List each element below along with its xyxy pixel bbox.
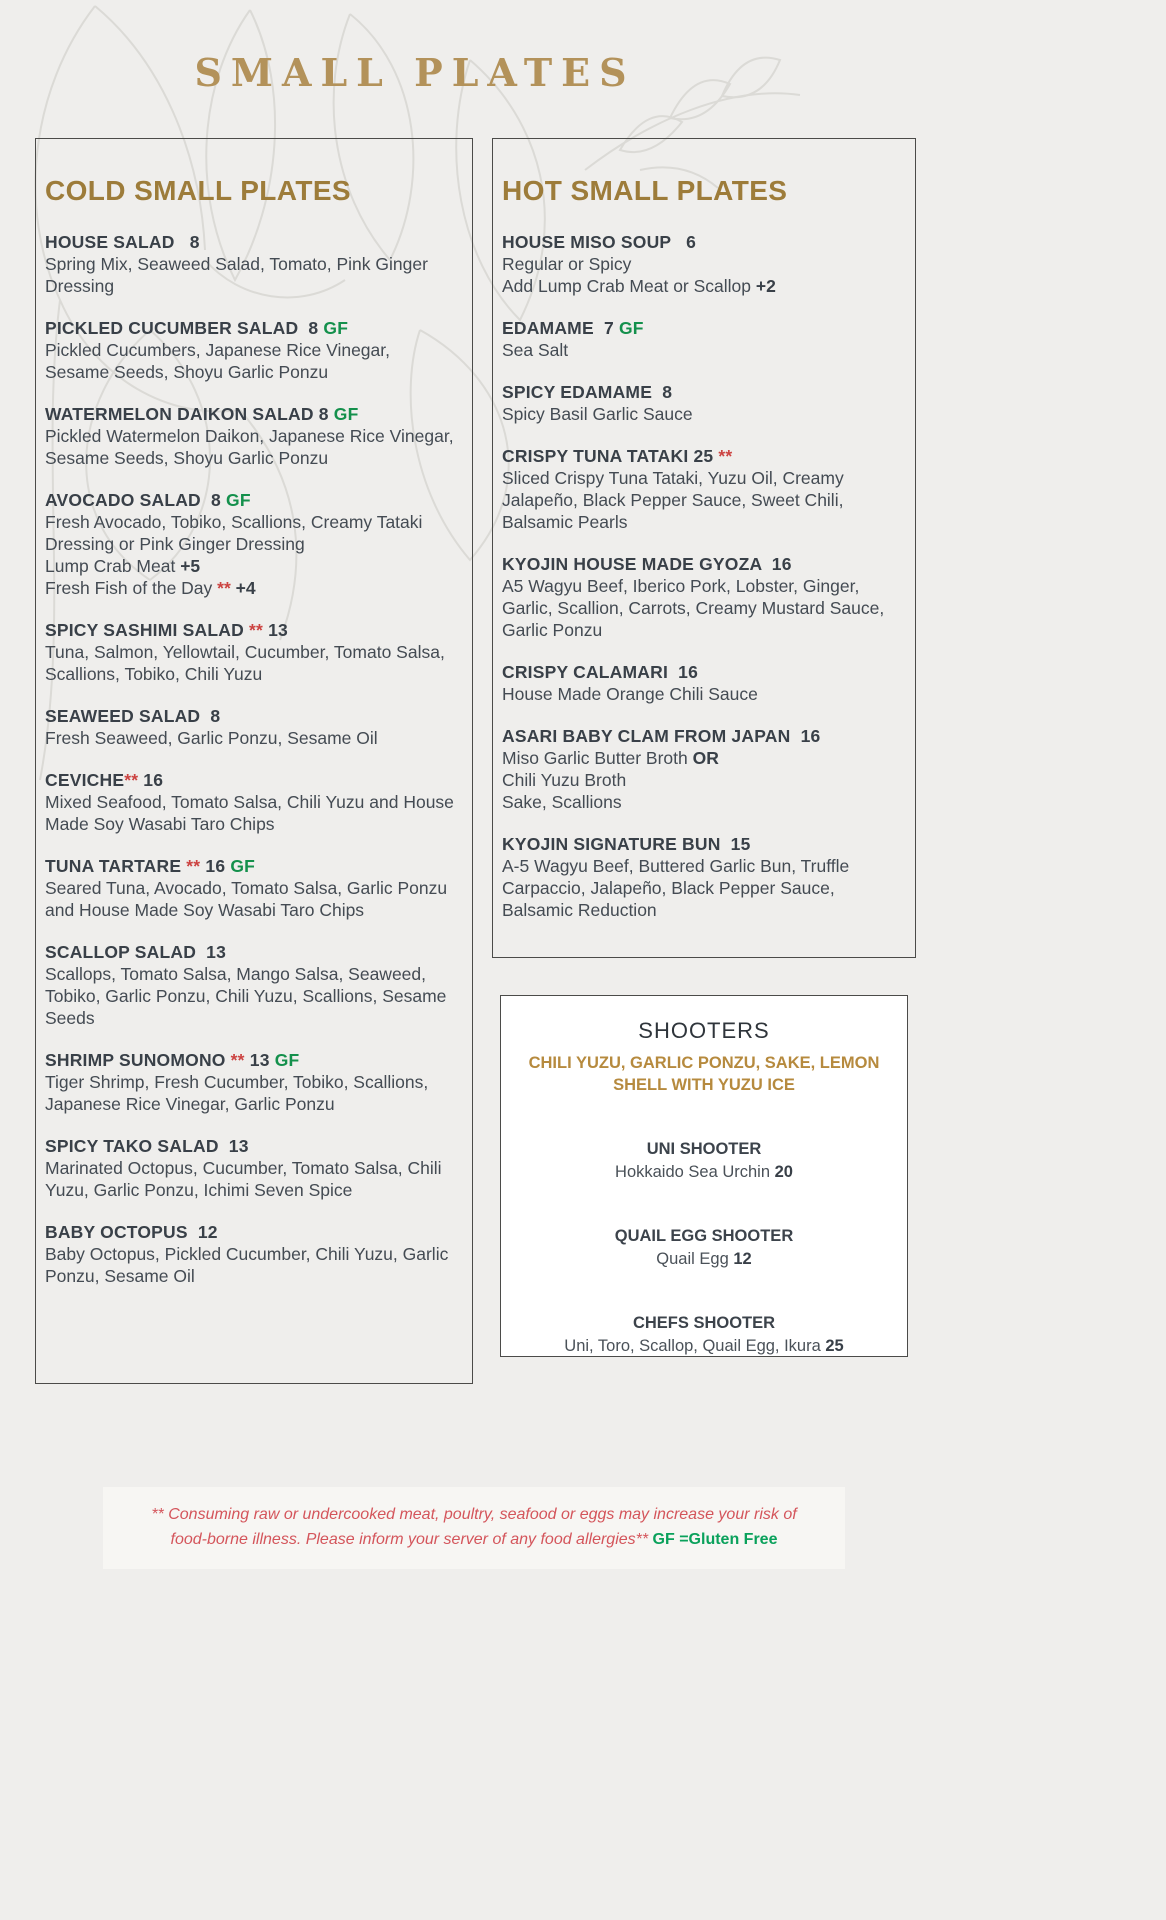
text-segment: Sliced Crispy Tuna Tataki, Yuzu Oil, Creamy Jalapeño, Black Pepper Sauce, Sweet Chili, Balsamic Pearls [502, 468, 844, 532]
text-segment: GF [618, 318, 644, 338]
item-description [45, 511, 458, 555]
item-title [45, 705, 458, 727]
text-segment: ** [249, 620, 269, 640]
text-segment: PICKLED CUCUMBER SALAD 8 [45, 318, 324, 338]
text-segment: KYOJIN HOUSE MADE GYOZA 16 [502, 554, 792, 574]
item-title [45, 1135, 458, 1157]
item-description [502, 403, 901, 425]
cold-small-plates-heading: COLD SMALL PLATES [45, 175, 351, 206]
item-title [45, 317, 458, 339]
item-description [502, 253, 901, 275]
shooter-name: UNI SHOOTER [646, 1140, 762, 1158]
item-description [45, 555, 458, 577]
menu-item [45, 941, 458, 1029]
item-title [502, 725, 901, 747]
text-segment: 12 [733, 1250, 752, 1268]
item-title [502, 445, 901, 467]
item-description [45, 425, 458, 469]
menu-item [45, 619, 458, 685]
text-segment: AVOCADO SALAD 8 [45, 490, 227, 510]
item-title [502, 833, 901, 855]
text-segment: Baby Octopus, Pickled Cucumber, Chili Yuzu, Garlic Ponzu, Sesame Oil [45, 1244, 449, 1286]
text-segment: CRISPY CALAMARI 16 [502, 662, 699, 682]
shooter-name: QUAIL EGG SHOOTER [614, 1227, 794, 1245]
item-description [502, 467, 901, 533]
hot-small-plates-list [502, 231, 901, 921]
text-segment: Spicy Basil Garlic Sauce [502, 404, 693, 424]
text-segment: ** [718, 446, 733, 466]
text-segment: Regular or Spicy [502, 254, 632, 274]
item-title [45, 489, 458, 511]
item-title [45, 941, 458, 963]
menu-item [45, 1049, 458, 1115]
text-segment: A-5 Wagyu Beef, Buttered Garlic Bun, Truffle Carpaccio, Jalapeño, Black Pepper Sauce, Balsamic Reduction [502, 856, 850, 920]
item-description [502, 855, 901, 921]
text-segment: Fresh Seaweed, Garlic Ponzu, Sesame Oil [45, 728, 378, 748]
text-segment: +4 [235, 578, 256, 598]
hot-small-plates-heading: HOT SMALL PLATES [502, 175, 788, 206]
item-description [45, 641, 458, 685]
text-segment: Spring Mix, Seaweed Salad, Tomato, Pink Ginger Dressing [45, 254, 428, 296]
item-title [45, 231, 458, 253]
item-title [502, 231, 901, 253]
item-title [45, 1221, 458, 1243]
footer-gluten-free-note: GF =Gluten Free [652, 1531, 778, 1548]
item-title [502, 381, 901, 403]
text-segment: 20 [774, 1163, 793, 1181]
page-title: SMALL PLATES [194, 50, 636, 95]
cold-small-plates-list [45, 231, 458, 1287]
menu-item [45, 1135, 458, 1201]
shooter-description [501, 1248, 907, 1270]
footer-band [103, 1487, 845, 1569]
menu-item [45, 855, 458, 921]
text-segment: Add Lump Crab Meat or Scallop [502, 276, 756, 296]
text-segment: House Made Orange Chili Sauce [502, 684, 758, 704]
text-segment: Marinated Octopus, Cucumber, Tomato Salsa, Chili Yuzu, Garlic Ponzu, Ichimi Seven Spice [45, 1158, 442, 1200]
item-title [502, 661, 901, 683]
hot-small-plates-panel [492, 138, 916, 958]
item-description [45, 877, 458, 921]
text-segment: SHRIMP SUNOMONO [45, 1050, 231, 1070]
text-segment: GF [274, 1050, 300, 1070]
item-description [45, 253, 458, 297]
item-description [45, 339, 458, 383]
text-segment: Uni, Toro, Scallop, Quail Egg, Ikura [564, 1337, 826, 1355]
text-segment: Lump Crab Meat [45, 556, 181, 576]
text-segment: Miso Garlic Butter Broth [502, 748, 693, 768]
item-description [45, 791, 458, 835]
item-description [45, 963, 458, 1029]
text-segment: SEAWEED SALAD 8 [45, 706, 221, 726]
text-segment: Sea Salt [502, 340, 569, 360]
menu-item [502, 833, 901, 921]
text-segment: SPICY TAKO SALAD 13 [45, 1136, 249, 1156]
text-segment: Sake, Scallions [502, 792, 622, 812]
item-title [45, 619, 458, 641]
menu-item [502, 381, 901, 425]
item-description [45, 577, 458, 599]
text-segment: Seared Tuna, Avocado, Tomato Salsa, Garlic Ponzu and House Made Soy Wasabi Taro Chips [45, 878, 448, 920]
text-segment: GF [333, 404, 359, 424]
item-title [502, 317, 901, 339]
text-segment: SPICY SASHIMI SALAD [45, 620, 249, 640]
text-segment: HOUSE SALAD 8 [45, 232, 200, 252]
item-description [45, 727, 458, 749]
item-description [502, 575, 901, 641]
text-segment: 16 [205, 856, 231, 876]
menu-item [45, 403, 458, 469]
shooters-list [501, 1138, 907, 1357]
text-segment: Fresh Fish of the Day [45, 578, 218, 598]
shooter-description [501, 1161, 907, 1183]
menu-item [45, 1221, 458, 1287]
text-segment: CRISPY TUNA TATAKI 25 [502, 446, 719, 466]
menu-item [502, 231, 901, 297]
item-description [502, 339, 901, 361]
text-segment: SPICY EDAMAME 8 [502, 382, 673, 402]
text-segment: ** [217, 578, 236, 598]
text-segment: 16 [138, 770, 164, 790]
text-segment: +5 [180, 556, 201, 576]
item-title [45, 403, 458, 425]
shooter-description [501, 1335, 907, 1357]
text-segment: ** [124, 770, 139, 790]
text-segment: ** [230, 1050, 250, 1070]
text-segment: Hokkaido Sea Urchin [615, 1163, 775, 1181]
item-description [45, 1157, 458, 1201]
shooter-item [501, 1225, 907, 1270]
item-description [502, 683, 901, 705]
shooters-heading: SHOOTERS [638, 1018, 770, 1043]
menu-item [45, 705, 458, 749]
item-title [45, 769, 458, 791]
item-description [502, 275, 901, 297]
item-description [45, 1071, 458, 1115]
menu-item [45, 317, 458, 383]
item-title [45, 1049, 458, 1071]
item-description [45, 1243, 458, 1287]
menu-item [502, 445, 901, 533]
menu-item [502, 553, 901, 641]
text-segment: Tuna, Salmon, Yellowtail, Cucumber, Tomato Salsa, Scallions, Tobiko, Chili Yuzu [45, 642, 445, 684]
text-segment: Quail Egg [656, 1250, 734, 1268]
text-segment: HOUSE MISO SOUP 6 [502, 232, 697, 252]
text-segment: Pickled Cucumbers, Japanese Rice Vinegar, Sesame Seeds, Shoyu Garlic Ponzu [45, 340, 391, 382]
text-segment: CEVICHE [45, 770, 125, 790]
text-segment: WATERMELON DAIKON SALAD 8 [45, 404, 334, 424]
item-title [502, 553, 901, 575]
text-segment: SCALLOP SALAD 13 [45, 942, 227, 962]
menu-item [45, 769, 458, 835]
shooters-subtitle: CHILI YUZU, GARLIC PONZU, SAKE, LEMON SHELL WITH YUZU ICE [528, 1054, 880, 1094]
text-segment: BABY OCTOPUS 12 [45, 1222, 218, 1242]
menu-item [502, 725, 901, 813]
menu-item [45, 489, 458, 599]
text-segment: +2 [755, 276, 776, 296]
text-segment: ASARI BABY CLAM FROM JAPAN 16 [502, 726, 821, 746]
shooter-name: CHEFS SHOOTER [632, 1314, 776, 1332]
text-segment: Tiger Shrimp, Fresh Cucumber, Tobiko, Scallions, Japanese Rice Vinegar, Garlic Ponzu [45, 1072, 429, 1114]
item-description [502, 769, 901, 791]
menu-item [45, 231, 458, 297]
shooters-panel [500, 995, 908, 1357]
text-segment: Pickled Watermelon Daikon, Japanese Rice Vinegar, Sesame Seeds, Shoyu Garlic Ponzu [45, 426, 454, 468]
menu-item [502, 317, 901, 361]
shooter-item [501, 1138, 907, 1183]
menu-item [502, 661, 901, 705]
text-segment: Mixed Seafood, Tomato Salsa, Chili Yuzu and House Made Soy Wasabi Taro Chips [45, 792, 454, 834]
text-segment: KYOJIN SIGNATURE BUN 15 [502, 834, 751, 854]
text-segment: OR [692, 748, 719, 768]
footer-disclaimer-text: ** Consuming raw or undercooked meat, poultry, seafood or eggs may increase your risk of food-borne illness. Please inform your server of any food allergies** [151, 1506, 797, 1548]
text-segment: Fresh Avocado, Tobiko, Scallions, Creamy Tataki Dressing or Pink Ginger Dressing [45, 512, 423, 554]
item-description [502, 747, 901, 769]
text-segment: A5 Wagyu Beef, Iberico Pork, Lobster, Ginger, Garlic, Scallion, Carrots, Creamy Mustard Sauce, Garlic Ponzu [502, 576, 885, 640]
text-segment: 25 [825, 1337, 844, 1355]
text-segment: 13 [268, 620, 288, 640]
shooter-item [501, 1312, 907, 1357]
text-segment: Scallops, Tomato Salsa, Mango Salsa, Seaweed, Tobiko, Garlic Ponzu, Chili Yuzu, Scallions, Sesame Seeds [45, 964, 447, 1028]
text-segment: GF [230, 856, 256, 876]
text-segment: ** [186, 856, 206, 876]
text-segment: EDAMAME 7 [502, 318, 619, 338]
text-segment: GF [323, 318, 349, 338]
text-segment: Chili Yuzu Broth [502, 770, 627, 790]
item-description [502, 791, 901, 813]
text-segment: TUNA TARTARE [45, 856, 187, 876]
text-segment: 13 [249, 1050, 275, 1070]
item-title [45, 855, 458, 877]
footer-disclaimer [103, 1487, 845, 1552]
cold-small-plates-panel [35, 138, 473, 1384]
text-segment: GF [226, 490, 251, 510]
